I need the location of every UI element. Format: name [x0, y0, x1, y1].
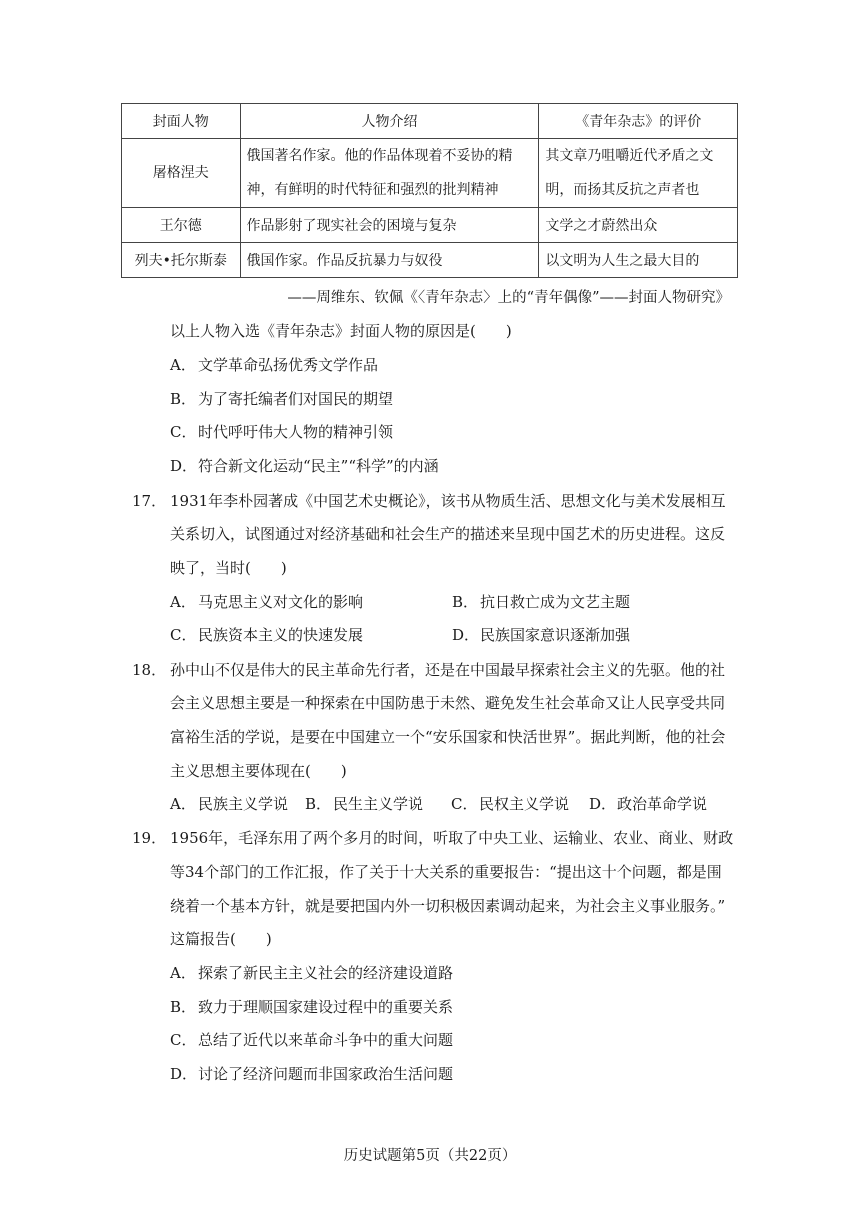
table-row	[122, 243, 738, 278]
q18-option-d[interactable]: D．政治革命学说	[589, 795, 708, 813]
cell-eval: 以文明为人生之最大目的	[539, 243, 738, 278]
q18-stem-line: 孙中山不仅是伟大的民主革命先行者，还是在中国最早探索社会主义的先驱。他的社	[170, 661, 726, 679]
q18-number: 18．	[132, 661, 167, 679]
q19-stem-line: 等34个部门的工作汇报，作了关于十大关系的重要报告：“提出这十个问题，都是围	[170, 863, 722, 881]
q18-option-c[interactable]: C． 民权主义学说	[451, 795, 570, 813]
table-header: 《青年杂志》的评价	[539, 104, 738, 139]
q17-stem-line: 映了，当时( )	[170, 559, 287, 577]
table-row	[122, 139, 738, 208]
q19-number: 19．	[132, 829, 167, 847]
q18-option-b[interactable]: B． 民生主义学说	[305, 795, 424, 813]
q17-stem-line: 1931年李朴园著成《中国艺术史概论》，该书从物质生活、思想文化与美术发展相互	[170, 492, 726, 510]
q19-option-d[interactable]: D．讨论了经济问题而非国家政治生活问题	[170, 1065, 454, 1083]
cell-eval: 其文章乃咀嚼近代矛盾之文明，而扬其反抗之声者也	[539, 139, 738, 208]
q17-option-d[interactable]: D．民族国家意识逐渐加强	[452, 626, 631, 644]
q19-option-b[interactable]: B． 致力于理顺国家建设过程中的重要关系	[170, 998, 454, 1016]
q19-option-c[interactable]: C． 总结了近代以来革命斗争中的重大问题	[170, 1031, 454, 1049]
q17-option-c[interactable]: C． 民族资本主义的快速发展	[170, 626, 364, 644]
source-citation: ——周维东、钦佩《〈青年杂志〉上的“青年偶像”——封面人物研究》	[287, 290, 730, 306]
q17-option-a[interactable]: A． 马克思主义对文化的影响	[170, 593, 364, 611]
q19-stem-line: 绕着一个基本方针，就是要把国内外一切积极因素调动起来，为社会主义事业服务。”	[170, 897, 726, 915]
q16-option-b[interactable]: B． 为了寄托编者们对国民的期望	[170, 390, 394, 408]
q18-option-a[interactable]: A． 民族主义学说	[170, 795, 289, 813]
cell-eval: 文学之才蔚然出众	[539, 208, 738, 243]
cell-intro: 俄国著名作家。他的作品体现着不妥协的精神，有鲜明的时代特征和强烈的批判精神	[240, 139, 539, 208]
cell-intro: 俄国作家。作品反抗暴力与奴役	[240, 243, 539, 278]
q16-option-a[interactable]: A． 文学革命弘扬优秀文学作品	[170, 356, 379, 374]
q18-stem-line: 主义思想主要体现在( )	[170, 762, 347, 780]
q17-stem-line: 关系切入，试图通过对经济基础和社会生产的描述来呈现中国艺术的历史进程。这反	[170, 525, 726, 543]
cell-intro: 作品影射了现实社会的困境与复杂	[240, 208, 539, 243]
q19-option-a[interactable]: A． 探索了新民主主义社会的经济建设道路	[170, 964, 454, 982]
q17-option-b[interactable]: B． 抗日救亡成为文艺主题	[452, 593, 631, 611]
q19-stem-line: 这篇报告( )	[170, 930, 272, 948]
q16-stem: 以上人物入选《青年杂志》封面人物的原因是( )	[170, 322, 512, 340]
page-footer: 历史试题第5页（共22页）	[343, 1148, 517, 1164]
cell-name: 屠格涅夫	[122, 139, 241, 208]
q18-stem-line: 富裕生活的学说，是要在中国建立一个“安乐国家和快活世界”。据此判断，他的社会	[170, 728, 726, 746]
table-header: 封面人物	[122, 104, 241, 139]
table-row	[122, 208, 738, 243]
q16-option-c[interactable]: C． 时代呼吁伟大人物的精神引领	[170, 423, 394, 441]
table-header: 人物介绍	[240, 104, 539, 139]
q19-stem-line: 1956年，毛泽东用了两个多月的时间，听取了中央工业、运输业、农业、商业、财政	[170, 829, 734, 847]
cell-name: 王尔德	[122, 208, 241, 243]
cell-name: 列夫•托尔斯泰	[122, 243, 241, 278]
cover-figures-table	[121, 103, 738, 278]
q16-option-d[interactable]: D．符合新文化运动“民主”“科学”的内涵	[170, 457, 439, 475]
q17-number: 17．	[132, 492, 167, 510]
q18-stem-line: 会主义思想主要是一种探索在中国防患于未然、避免发生社会革命又让人民享受共同	[170, 694, 726, 712]
